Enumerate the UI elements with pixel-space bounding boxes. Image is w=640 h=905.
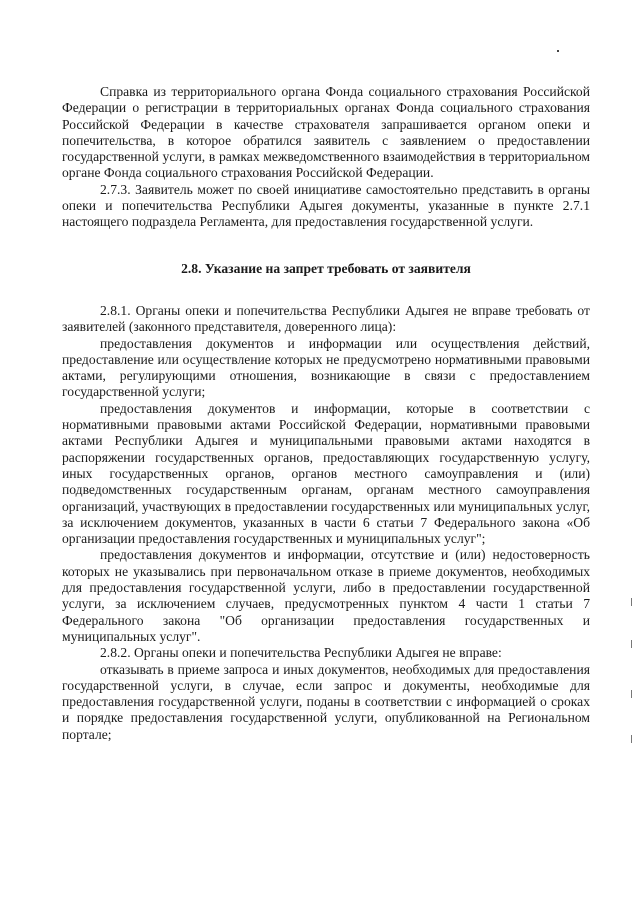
paragraph-fss-certificate: Справка из территориального органа Фонда социального страхования Российской Федерации о регистрации в территориальных органах Фонда социального страхования Российской Федерации в качестве страхователя запрашивается органом опеки и попечительства, в которое обратился заявитель с заявлением о предоставлении государственной услуги, в рамках межведомственного взаимодействия в территориальном органе Фонда социального страхования Российской Федерации. (62, 84, 590, 181)
paragraph-documents-in-possession: предоставления документов и информации, которые в соответствии с нормативными правовыми актами Российской Федерации, нормативными правовыми актами Республики Адыгея и муниципальными правовыми актами находятся в распоряжении государственных органов, предоставляющих государственную услугу, иных государственных органов, органов местного самоуправления и (или) подведомственных государственным органам, органам местного самоуправления организаций, участвующих в предоставлении государственных или муниципальных услуг, за исключением документов, указанных в части 6 статьи 7 Федерального закона «Об организации предоставления государственных и муниципальных услуг"; (62, 400, 590, 547)
scan-edge-mark (631, 735, 632, 743)
paragraph-2-7-3: 2.7.3. Заявитель может по своей инициативе самостоятельно представить в органы опеки и попечительства Республики Адыгея документы, указанные в пункте 2.7.1 настоящего подраздела Регламента, для предоставления государственной услуги. (62, 181, 590, 230)
section-heading: 2.8. Указание на запрет требовать от заявителя (181, 260, 471, 276)
scan-edge-mark (631, 690, 632, 698)
document-page (62, 84, 590, 743)
paragraph-2-8-1: 2.8.1. Органы опеки и попечительства Республики Адыгея не вправе требовать от заявителей (законного представителя, доверенного лица): (62, 302, 590, 335)
scan-speck (557, 50, 559, 52)
paragraph-refusal-of-request: отказывать в приеме запроса и иных документов, необходимых для предоставления государственной услуги, в случае, если запрос и документы, необходимые для предоставления государственной услуги, поданы в соответствии с информацией о сроках и порядке предоставления государственной услуги, опубликованной на Региональном портале; (62, 661, 590, 742)
scan-edge-mark (631, 598, 632, 606)
paragraph-2-8-2: 2.8.2. Органы опеки и попечительства Республики Адыгея не вправе: (100, 645, 502, 661)
scan-edge-mark (631, 640, 632, 648)
paragraph-unforeseen-documents: предоставления документов и информации или осуществления действий, предоставление или осуществление которых не предусмотрено нормативными правовыми актами, регулирующими отношения, возникающие в связи с предоставлением государственной услуги; (62, 335, 590, 400)
paragraph-absence-or-inaccuracy: предоставления документов и информации, отсутствие и (или) недостоверность которых не указывались при первоначальном отказе в приеме документов, необходимых для предоставления государственной услуги, либо в предоставлении государственной услуги, за исключением случаев, предусмотренных пунктом 4 части 1 статьи 7 Федерального закона "Об организации предоставления государственных и муниципальных услуг". (62, 547, 590, 644)
